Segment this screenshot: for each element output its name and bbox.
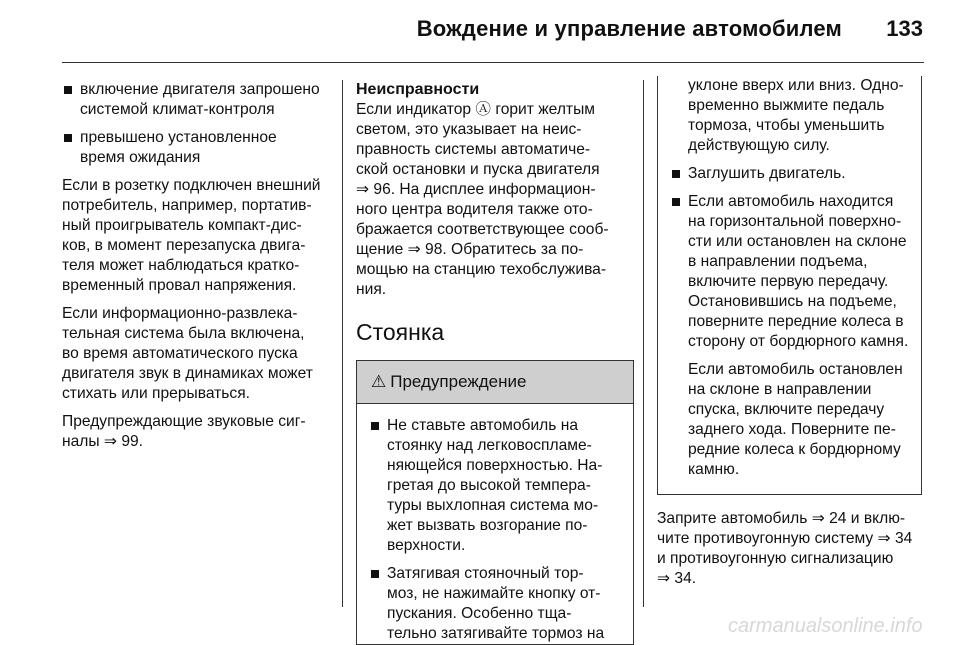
paragraph: Заприте автомобиль ⇒ 24 и вклю- чите противоугонную систему ⇒ 34 и противоугонную сигнализацию ⇒ 34. [657,510,913,587]
section-heading-parking: Стоянка [356,319,445,345]
warning-icon: ⚠ [371,372,387,391]
page-header-title: Вождение и управление автомобилем [416,16,842,41]
column-right [657,76,922,597]
column-divider [342,80,343,607]
paragraph: уклоне вверх или вниз. Одно- временно выжмите педаль тормоза, чтобы уменьшить действующую силу. [688,77,904,154]
warning-title: Предупреждение [390,372,527,391]
list-item: Не ставьте автомобиль на стоянку над легковоспламе- няющейся поверхностью. На- гретая до высокой темпера- туры выхлопная система мо- жет вызвать возгорание по- верхности. [369,416,623,556]
list-item: включение двигателя запрошено системой климат-контроля [62,80,327,120]
paragraph: Предупреждающие звуковые сиг- налы ⇒ 99. [62,413,306,450]
warning-body [357,404,633,644]
column-divider [643,80,644,607]
warning-box [356,360,634,645]
paragraph: Если в розетку подключен внешний потребитель, например, портатив- ный проигрыватель компакт-дис- ков, в момент перезапуска двига- теля может наблюдаться кратко- временный провал напряжения. [62,177,321,294]
list-item: Затягивая стояночный тор- моз, не нажимайте кнопку от- пускания. Особенно тща- тельно затягивайте тормоз на [369,564,623,644]
list-item: превышено установленное время ожидания [62,128,327,168]
paragraph: Если автомобиль остановлен на склоне в направлении спуска, включите передачу заднего хода. Поверните пе- редние колеса к бордюрному камню. [688,361,903,478]
paragraph: Если информационно-развлека- тельная система была включена, во время автоматического пуска двигателя звук в динамиках может стихать или прерываться. [62,305,313,402]
page-number: 133 [886,16,923,41]
paragraph: Если индикатор Ⓐ горит желтым светом, это указывает на неис- правность системы автоматиче- ской остановки и пуска двигателя ⇒ 96. На дисплее информацион- ного центра водителя также ото- бражается соответствующее сооб- щение ⇒ 98. Обратитесь за по- мощью на станцию техобслужива- ния. [356,101,609,298]
header-divider [62,62,924,63]
column-middle [356,80,628,645]
warning-header [357,361,633,404]
watermark: carmanualsonline.info [728,615,923,637]
warning-box-continued [657,76,922,495]
list-item: Если автомобиль находится на горизонтальной поверхно- сти или остановлен на склоне в направлении подъема, включите первую передачу. Остановившись на подъеме, поверните передние колеса в сторону от бордюрного камня. [670,192,911,352]
list-item: Заглушить двигатель. [670,164,911,184]
column-left [62,80,327,460]
section-heading-malfunctions: Неисправности [356,81,480,98]
